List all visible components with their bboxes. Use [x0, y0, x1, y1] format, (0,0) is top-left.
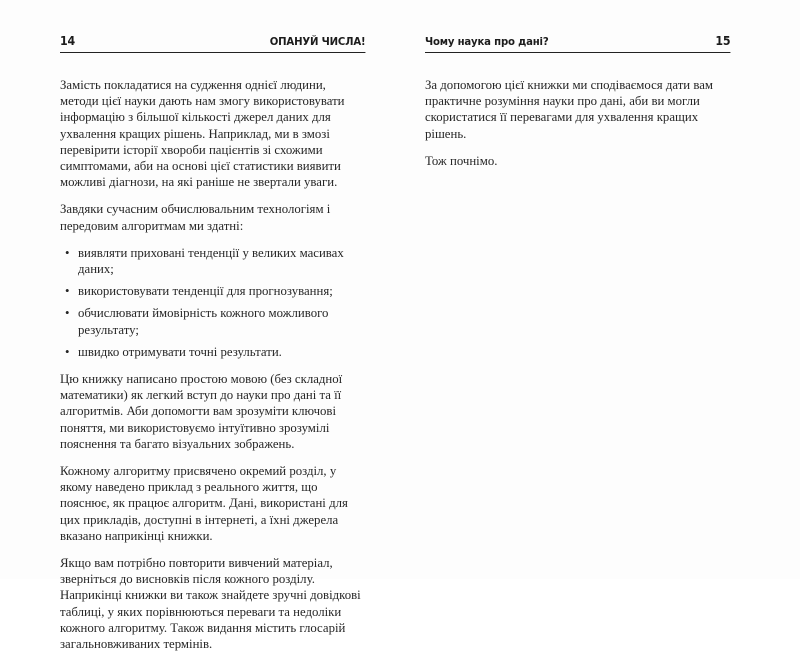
paragraph: Кожному алгоритму присвячено окремий розділ, у якому наведено приклад з реального життя, що пояснює, як працює алгоритм. Дані, використані для цих прикладів, доступні в інтернеті, а їхні джерела вказано наприкінці книжки.: [60, 464, 348, 543]
bullet-list: [60, 245, 366, 360]
left-page-header: [60, 34, 365, 53]
list-item: [65, 283, 366, 299]
paragraph: Цю книжку написано простою мовою (без складної математики) як легкий вступ до науки про дані та її алгоритмів. Аби допомогти вам зрозуміти ключові поняття, ми використовуємо інтуїтивно зрозумілі пояснення та багато візуальних зображень.: [60, 372, 343, 451]
paragraph: Завдяки сучасним обчислювальним технологіям і передовим алгоритмам ми здатні:: [60, 202, 331, 233]
right-page-body: [425, 77, 731, 169]
running-title: Чому наука про дані?: [425, 35, 549, 48]
list-item: [65, 305, 366, 337]
list-item-text: швидко отримувати точні результати.: [78, 344, 282, 359]
list-item: [65, 245, 366, 277]
bullet-icon: •: [65, 245, 70, 260]
bullet-icon: •: [65, 306, 70, 321]
list-item-text: використовувати тенденції для прогнозування;: [78, 284, 333, 299]
list-item-text: виявляти приховані тенденції у великих масивах даних;: [78, 245, 344, 277]
left-page-body: [60, 77, 366, 652]
list-item-text: обчислювати ймовірність кожного можливого результату;: [78, 306, 329, 337]
bullet-icon: •: [65, 284, 70, 299]
right-page: [425, 34, 731, 180]
paragraph: За допомогою цієї книжки ми сподіваємося дати вам практичне розуміння науки про дані, аби ви могли скористатися її перевагами для ухвалення кращих рішень.: [425, 78, 714, 141]
page-number: 14: [60, 34, 76, 48]
list-item: [65, 344, 366, 360]
running-title: ОПАНУЙ ЧИСЛА!: [269, 35, 366, 48]
left-page: [60, 34, 366, 663]
bullet-icon: •: [65, 344, 70, 359]
paragraph: Замість покладатися на судження однієї людини, методи цієї науки дають нам змогу використовувати інформацію з більшої кількості джерел даних для ухвалення кращих рішень. Наприклад, ми в змозі перевірити історії хвороби пацієнтів зі схожими симптомами, аби на основі цієї статистики виявити можливі діагнози, на які раніше не звертали уваги.: [60, 78, 345, 190]
paragraph: Тож почнімо.: [425, 153, 498, 168]
right-page-header: [425, 34, 730, 53]
page-number: 15: [715, 34, 731, 48]
paragraph: Якщо вам потрібно повторити вивчений матеріал, зверніться до висновків після кожного розділу. Наприкінці книжки ви також знайдете зручні довідкові таблиці, у яких порівнюються переваги та недоліки кожного алгоритму. Також видання містить глосарій загальновживаних термінів.: [60, 556, 361, 652]
